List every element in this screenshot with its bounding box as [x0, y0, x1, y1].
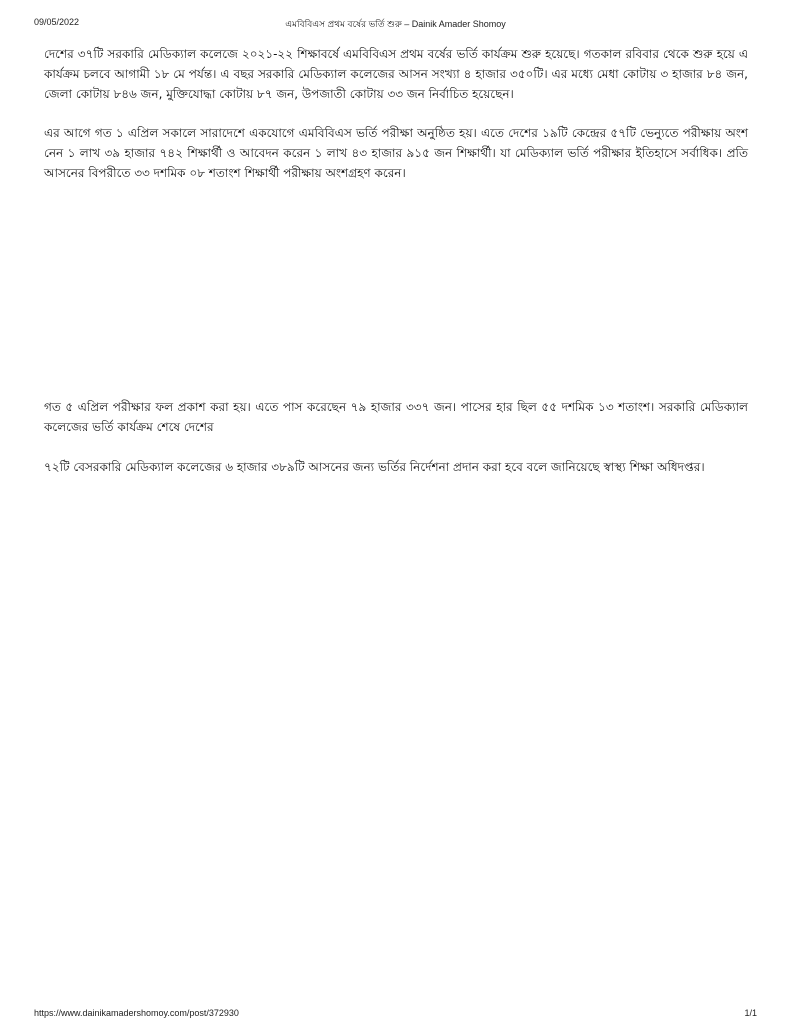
- article-paragraph: এর আগে গত ১ এপ্রিল সকালে সারাদেশে একযোগে এমবিবিএস ভর্তি পরীক্ষা অনুষ্ঠিত হয়। এতে দেশের ১৯টি কেন্দ্রের ৫৭টি ভেন্যুতে পরীক্ষায় অংশ নেন ১ লাখ ৩৯ হাজার ৭৪২ শিক্ষার্থী ও আবেদন করেন ১ লাখ ৪৩ হাজার ৯১৫ জন শিক্ষার্থী। যা মেডিক্যাল ভর্তি পরীক্ষার ইতিহাসে সর্বাধিক। প্রতি আসনের বিপরীতে ৩৩ দশমিক ০৮ শতাংশ শিক্ষার্থী পরীক্ষায় অংশগ্রহণ করেন।: [44, 126, 748, 180]
- page-number: 1/1: [744, 1008, 757, 1018]
- source-url[interactable]: https://www.dainikamadershomoy.com/post/372930: [34, 1008, 239, 1018]
- page-header: [34, 17, 757, 33]
- article-body: [44, 44, 748, 477]
- print-date: 09/05/2022: [34, 17, 80, 27]
- article-paragraph: গত ৫ এপ্রিল পরীক্ষার ফল প্রকাশ করা হয়। এতে পাস করেছেন ৭৯ হাজার ৩৩৭ জন। পাসের হার ছিল ৫৫ দশমিক ১৩ শতাংশ। সরকারি মেডিক্যাল কলেজের ভর্তি কার্যক্রম শেষে দেশের: [44, 400, 748, 434]
- page-footer: [34, 1008, 757, 1020]
- article-paragraph: ৭২টি বেসরকারি মেডিক্যাল কলেজের ৬ হাজার ৩৮৯টি আসনের জন্য ভর্তির নির্দেশনা প্রদান করা হবে বলে জানিয়েছে স্বাস্থ্য শিক্ষা অধিদপ্তর।: [44, 460, 705, 474]
- article-paragraph: দেশের ৩৭টি সরকারি মেডিক্যাল কলেজে ২০২১-২২ শিক্ষাবর্ষে এমবিবিএস প্রথম বর্ষের ভর্তি কার্যক্রম শুরু হয়েছে। গতকাল রবিবার থেকে শুরু হয়ে এ কার্যক্রম চলবে আগামী ১৮ মে পর্যন্ত। এ বছর সরকারি মেডিক্যাল কলেজের আসন সংখ্যা ৪ হাজার ৩৫০টি। এর মধ্যে মেধা কোটায় ৩ হাজার ৮৪ জন, জেলা কোটায় ৮৪৬ জন, মুক্তিযোদ্ধা কোটায় ৮৭ জন, উপজাতী কোটায় ৩৩ জন নির্বাচিত হয়েছেন।: [44, 47, 748, 101]
- page-title: এমবিবিএস প্রথম বর্ষের ভর্তি শুরু – Dainik Amader Shomoy: [285, 19, 506, 29]
- blank-space: [44, 183, 748, 397]
